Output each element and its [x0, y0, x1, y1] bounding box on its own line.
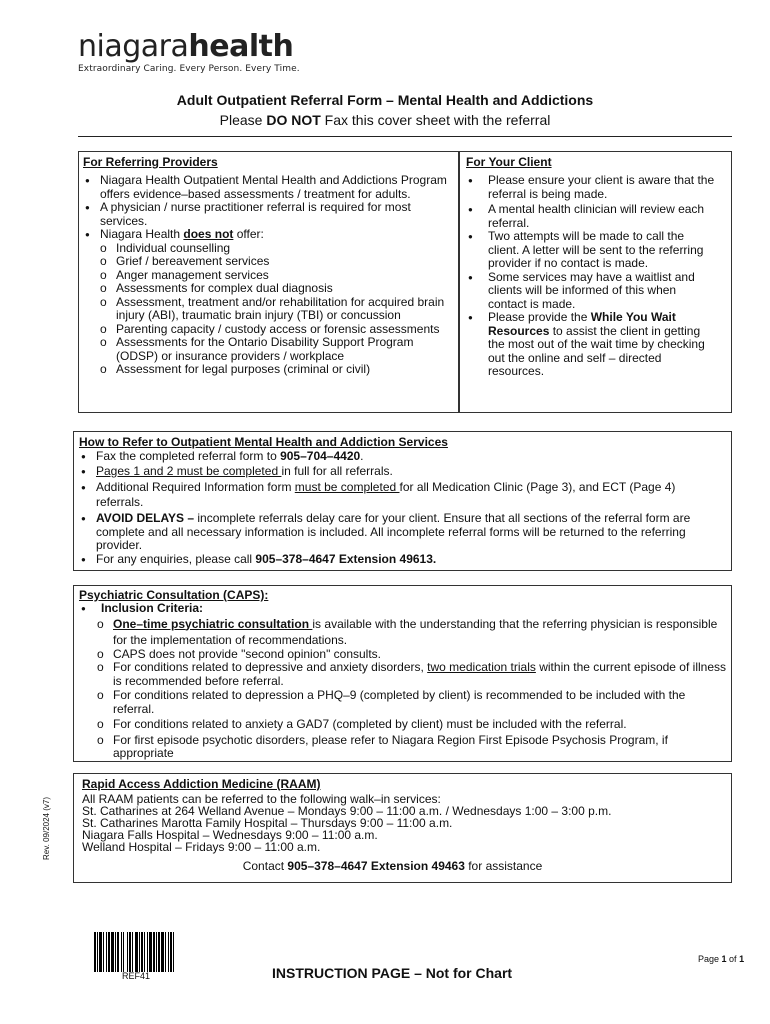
caps-subitem: o CAPS does not provide "second opinion" consults.: [97, 648, 727, 662]
logo-wordmark: [78, 30, 300, 64]
client-item: [466, 311, 717, 379]
client-item5-post: to assist the client in getting the most out of the wait time by checking out the online and self – directed resources.: [488, 323, 705, 378]
howto-fax-number: 905–704–4420: [280, 449, 361, 463]
caps-subitem: [97, 616, 727, 648]
caps-s1-post: is available with the understanding that the referring physician is responsible for the implementation of recommendations.: [113, 616, 718, 647]
caps-subitem: o For conditions related to depression a PHQ–9 (completed by client) is recommended to be included with the referral.: [97, 689, 727, 716]
howto-item: [79, 512, 725, 553]
raam-box: [73, 773, 732, 883]
providers-subitem: o Assessments for the Ontario Disability Support Program (ODSP) or insurance providers / workplace: [100, 336, 454, 363]
client-item5-bold: While You Wait Resources: [488, 310, 676, 338]
howto-list: [79, 450, 725, 566]
revision-label: Rev. 09/2024 (v7): [42, 797, 51, 860]
form-code: REF41: [122, 971, 151, 981]
for-your-client-box: [459, 151, 732, 413]
caps-item: [79, 602, 727, 761]
raam-line: Welland Hospital – Fridays 9:00 – 11:00 a.m.: [82, 840, 321, 854]
howto-item: [79, 450, 725, 464]
header-divider: [78, 136, 732, 137]
howto-i3-pre: Additional Required Information form: [96, 480, 295, 494]
client-item: ● Please ensure your client is aware that the referral is being made.: [466, 174, 717, 201]
howto-i2-post: in full for all referrals.: [281, 463, 393, 478]
client-heading: For Your Client: [466, 155, 552, 169]
raam-heading: Rapid Access Addiction Medicine (RAAM): [82, 777, 321, 791]
providers-subitem: o Assessment, treatment and/or rehabilitation for acquired brain injury (ABI), traumatic brain injury (TBI) or concussion: [100, 296, 454, 323]
logo-tagline: Extraordinary Caring. Every Person. Every Time.: [78, 64, 300, 74]
logo-part-niagara: niagara: [78, 29, 189, 64]
form-title: Adult Outpatient Referral Form – Mental Health and Addictions: [176, 92, 594, 108]
howto-i4-post: incomplete referrals delay care for your client. Ensure that all sections of the referral form are complete and all necessary information is included. All incomplete referral forms will be returned to the referring provider.: [96, 511, 691, 552]
instruction-page-label: INSTRUCTION PAGE – Not for Chart: [272, 965, 513, 981]
page-number: 1: [721, 954, 727, 964]
providers-subitem: o Assessments for complex dual diagnosis: [100, 282, 454, 296]
raam-contact-pre: Contact: [242, 859, 288, 873]
howto-i5-pre: For any enquiries, please call: [96, 551, 256, 566]
providers-subitem: o Individual counselling: [100, 242, 454, 256]
providers-subitem: o Parenting capacity / custody access or forensic assessments: [100, 323, 454, 337]
caps-s1-bold: One–time psychiatric consultation: [113, 616, 313, 631]
caps-subitem: [97, 661, 727, 688]
form-subtitle: [0, 112, 770, 128]
raam-line: Niagara Falls Hospital – Wednesdays 9:00 – 11:00 a.m.: [82, 828, 378, 842]
caps-sublist: [97, 616, 727, 761]
client-item: ● Some services may have a waitlist and clients will be informed of this when contact is made.: [466, 271, 717, 312]
client-item: ● Two attempts will be made to call the client. A letter will be sent to the referring provider if no contact is made.: [466, 230, 717, 271]
howto-i2-underline: Pages 1 and 2 must be completed: [96, 463, 282, 478]
howto-item: [79, 480, 725, 510]
providers-heading: For Referring Providers: [83, 155, 218, 169]
howto-heading: How to Refer to Outpatient Mental Health and Addiction Services: [79, 435, 448, 449]
how-to-refer-box: [73, 431, 732, 571]
providers-item3-bold: does not: [183, 227, 234, 241]
page-mid: of: [726, 954, 740, 964]
howto-item: [79, 553, 725, 567]
providers-item: ● A physician / nurse practitioner referral is required for most services.: [83, 201, 454, 228]
howto-avoid-delays: AVOID DELAYS –: [96, 511, 195, 525]
howto-item: [79, 465, 725, 479]
referring-providers-box: [78, 151, 459, 413]
logo-part-health: health: [188, 29, 294, 64]
providers-item: ● Niagara Health Outpatient Mental Health and Addictions Program offers evidence–based assessments / treatment for adults.: [83, 174, 454, 201]
barcode-icon: [94, 932, 202, 972]
caps-inclusion-label: Inclusion Criteria:: [101, 601, 204, 615]
providers-subitem: o Anger management services: [100, 269, 454, 283]
providers-item: [83, 228, 454, 377]
client-list: [466, 174, 725, 379]
providers-sublist: [100, 242, 454, 377]
subtitle-post: Fax this cover sheet with the referral: [320, 112, 551, 128]
caps-s3-pre: For conditions related to depressive and anxiety disorders,: [113, 660, 428, 674]
client-item5-pre: Please provide the: [488, 310, 591, 324]
howto-i3-post: for all Medication Clinic (Page 3), and ECT (Page 4) referrals.: [96, 480, 676, 509]
raam-line: St. Catharines Marotta Family Hospital – Thursdays 9:00 – 11:00 a.m.: [82, 816, 453, 830]
providers-subitem: o Assessment for legal purposes (criminal or civil): [100, 363, 454, 377]
barcode-bar: [174, 932, 177, 972]
providers-item3-post: offer:: [233, 227, 264, 241]
caps-list: [79, 602, 727, 761]
caps-s3-underline: two medication trials: [427, 660, 536, 674]
caps-heading: Psychiatric Consultation (CAPS):: [79, 588, 269, 602]
client-item: ● A mental health clinician will review each referral.: [466, 203, 717, 230]
caps-subitem: o For conditions related to anxiety a GAD7 (completed by client) must be included with the referral.: [97, 718, 727, 732]
howto-i1-pre: Fax the completed referral form to: [96, 449, 281, 463]
providers-subitem: o Grief / bereavement services: [100, 255, 454, 269]
caps-subitem: o For first episode psychotic disorders, please refer to Niagara Region First Episode Psychosis Program, if appropriate: [97, 734, 727, 761]
howto-i1-post: .: [360, 449, 364, 463]
providers-list: [83, 174, 454, 377]
raam-contact: [82, 859, 723, 873]
caps-s3-post: within the current episode of illness is recommended before referral.: [113, 660, 726, 688]
page-pre: Page: [698, 954, 722, 964]
caps-box: [73, 585, 732, 762]
page-total: 1: [739, 954, 745, 964]
page-indicator: [698, 954, 744, 964]
raam-line: All RAAM patients can be referred to the following walk–in services:: [82, 792, 441, 806]
subtitle-pre: Please: [219, 112, 267, 128]
howto-i3-underline: must be completed: [294, 480, 400, 494]
providers-item3-pre: Niagara Health: [100, 227, 184, 241]
raam-line: St. Catharines at 264 Welland Avenue – Mondays 9:00 – 11:00 a.m. / Wednesdays 1:00 – 3:00 p.m.: [82, 804, 612, 818]
subtitle-bold: DO NOT: [266, 112, 321, 128]
raam-contact-post: for assistance: [464, 859, 543, 873]
niagara-health-logo: [78, 30, 300, 74]
howto-enquiry-number: 905–378–4647 Extension 49613.: [255, 551, 437, 566]
raam-contact-number: 905–378–4647 Extension 49463: [287, 859, 465, 873]
